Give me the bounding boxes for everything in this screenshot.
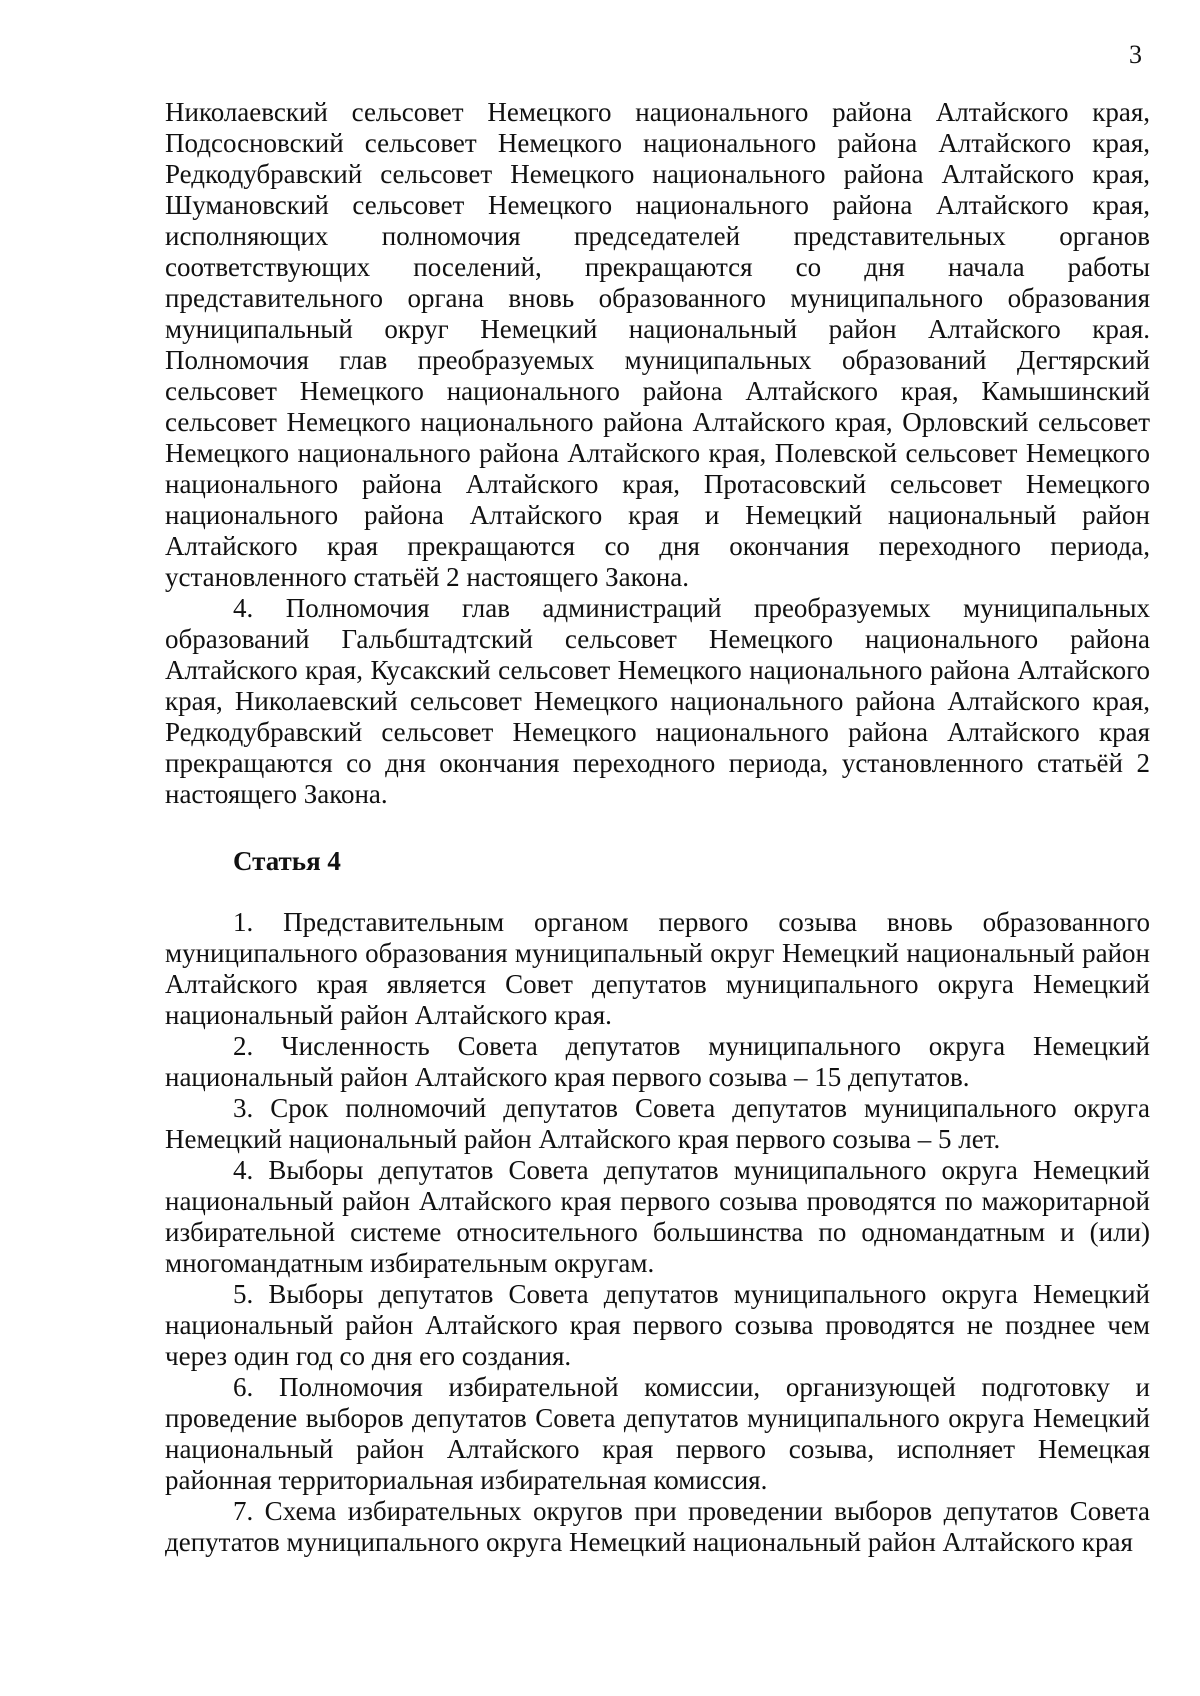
previous-article-item-4: 4. Полномочия глав администраций преобразуемых муниципальных образований Гальбштадтский сельсовет Немецкого национального района Алтайского края, Кусакский сельсовет Немецкого национального района Алтайского края, Николаевский сельсовет Немецкого национального района Алтайского края, Редкодубравский сельсовет Немецкого национального района Алтайского края прекращаются со дня окончания переходного периода, установленного статьёй 2 настоящего Закона.: [165, 593, 1150, 809]
article-item-2: 2. Численность Совета депутатов муниципального округа Немецкий национальный район Алтайского края первого созыва – 15 депутатов.: [165, 1031, 1150, 1092]
article-item-3: 3. Срок полномочий депутатов Совета депутатов муниципального округа Немецкий национальный район Алтайского края первого созыва – 5 лет.: [165, 1093, 1150, 1154]
article-item-1: 1. Представительным органом первого созыва вновь образованного муниципального образования муниципальный округ Немецкий национальный район Алтайского края является Совет депутатов муниципального округа Немецкий национальный район Алтайского края.: [165, 907, 1150, 1030]
article-item-5: 5. Выборы депутатов Совета депутатов муниципального округа Немецкий национальный район Алтайского края первого созыва проводятся не позднее чем через один год со дня его создания.: [165, 1279, 1150, 1371]
intro-paragraph: Николаевский сельсовет Немецкого национального района Алтайского края, Подсосновский сельсовет Немецкого национального района Алтайского края, Редкодубравский сельсовет Немецкого национального района Алтайского края, Шумановский сельсовет Немецкого национального района Алтайского края, исполняющих полномочия председателей представительных органов соответствующих поселений, прекращаются со дня начала работы представительного органа вновь образованного муниципального образования муниципальный округ Немецкий национальный район Алтайского края. Полномочия глав преобразуемых муниципальных образований Дегтярский сельсовет Немецкого национального района Алтайского края, Камышинский сельсовет Немецкого национального района Алтайского края, Орловский сельсовет Немецкого национального района Алтайского края, Полевской сельсовет Немецкого национального района Алтайского края, Протасовский сельсовет Немецкого национального района Алтайского края и Немецкий национальный район Алтайского края прекращаются со дня окончания переходного периода, установленного статьёй 2 настоящего Закона.: [165, 97, 1150, 592]
article-item-4: 4. Выборы депутатов Совета депутатов муниципального округа Немецкий национальный район Алтайского края первого созыва проводятся по мажоритарной избирательной системе относительного большинства по одномандатным и (или) многомандатным избирательным округам.: [165, 1155, 1150, 1278]
article-heading: Статья 4: [233, 846, 341, 876]
article-item-6: 6. Полномочия избирательной комиссии, организующей подготовку и проведение выборов депутатов Совета депутатов муниципального округа Немецкий национальный район Алтайского края первого созыва, исполняет Немецкая районная территориальная избирательная комиссия.: [165, 1372, 1150, 1495]
page-number: 3: [1129, 40, 1142, 69]
document-body: [165, 97, 1150, 1558]
article-item-7: 7. Схема избирательных округов при проведении выборов депутатов Совета депутатов муниципального округа Немецкий национальный район Алтайского края: [165, 1496, 1150, 1557]
